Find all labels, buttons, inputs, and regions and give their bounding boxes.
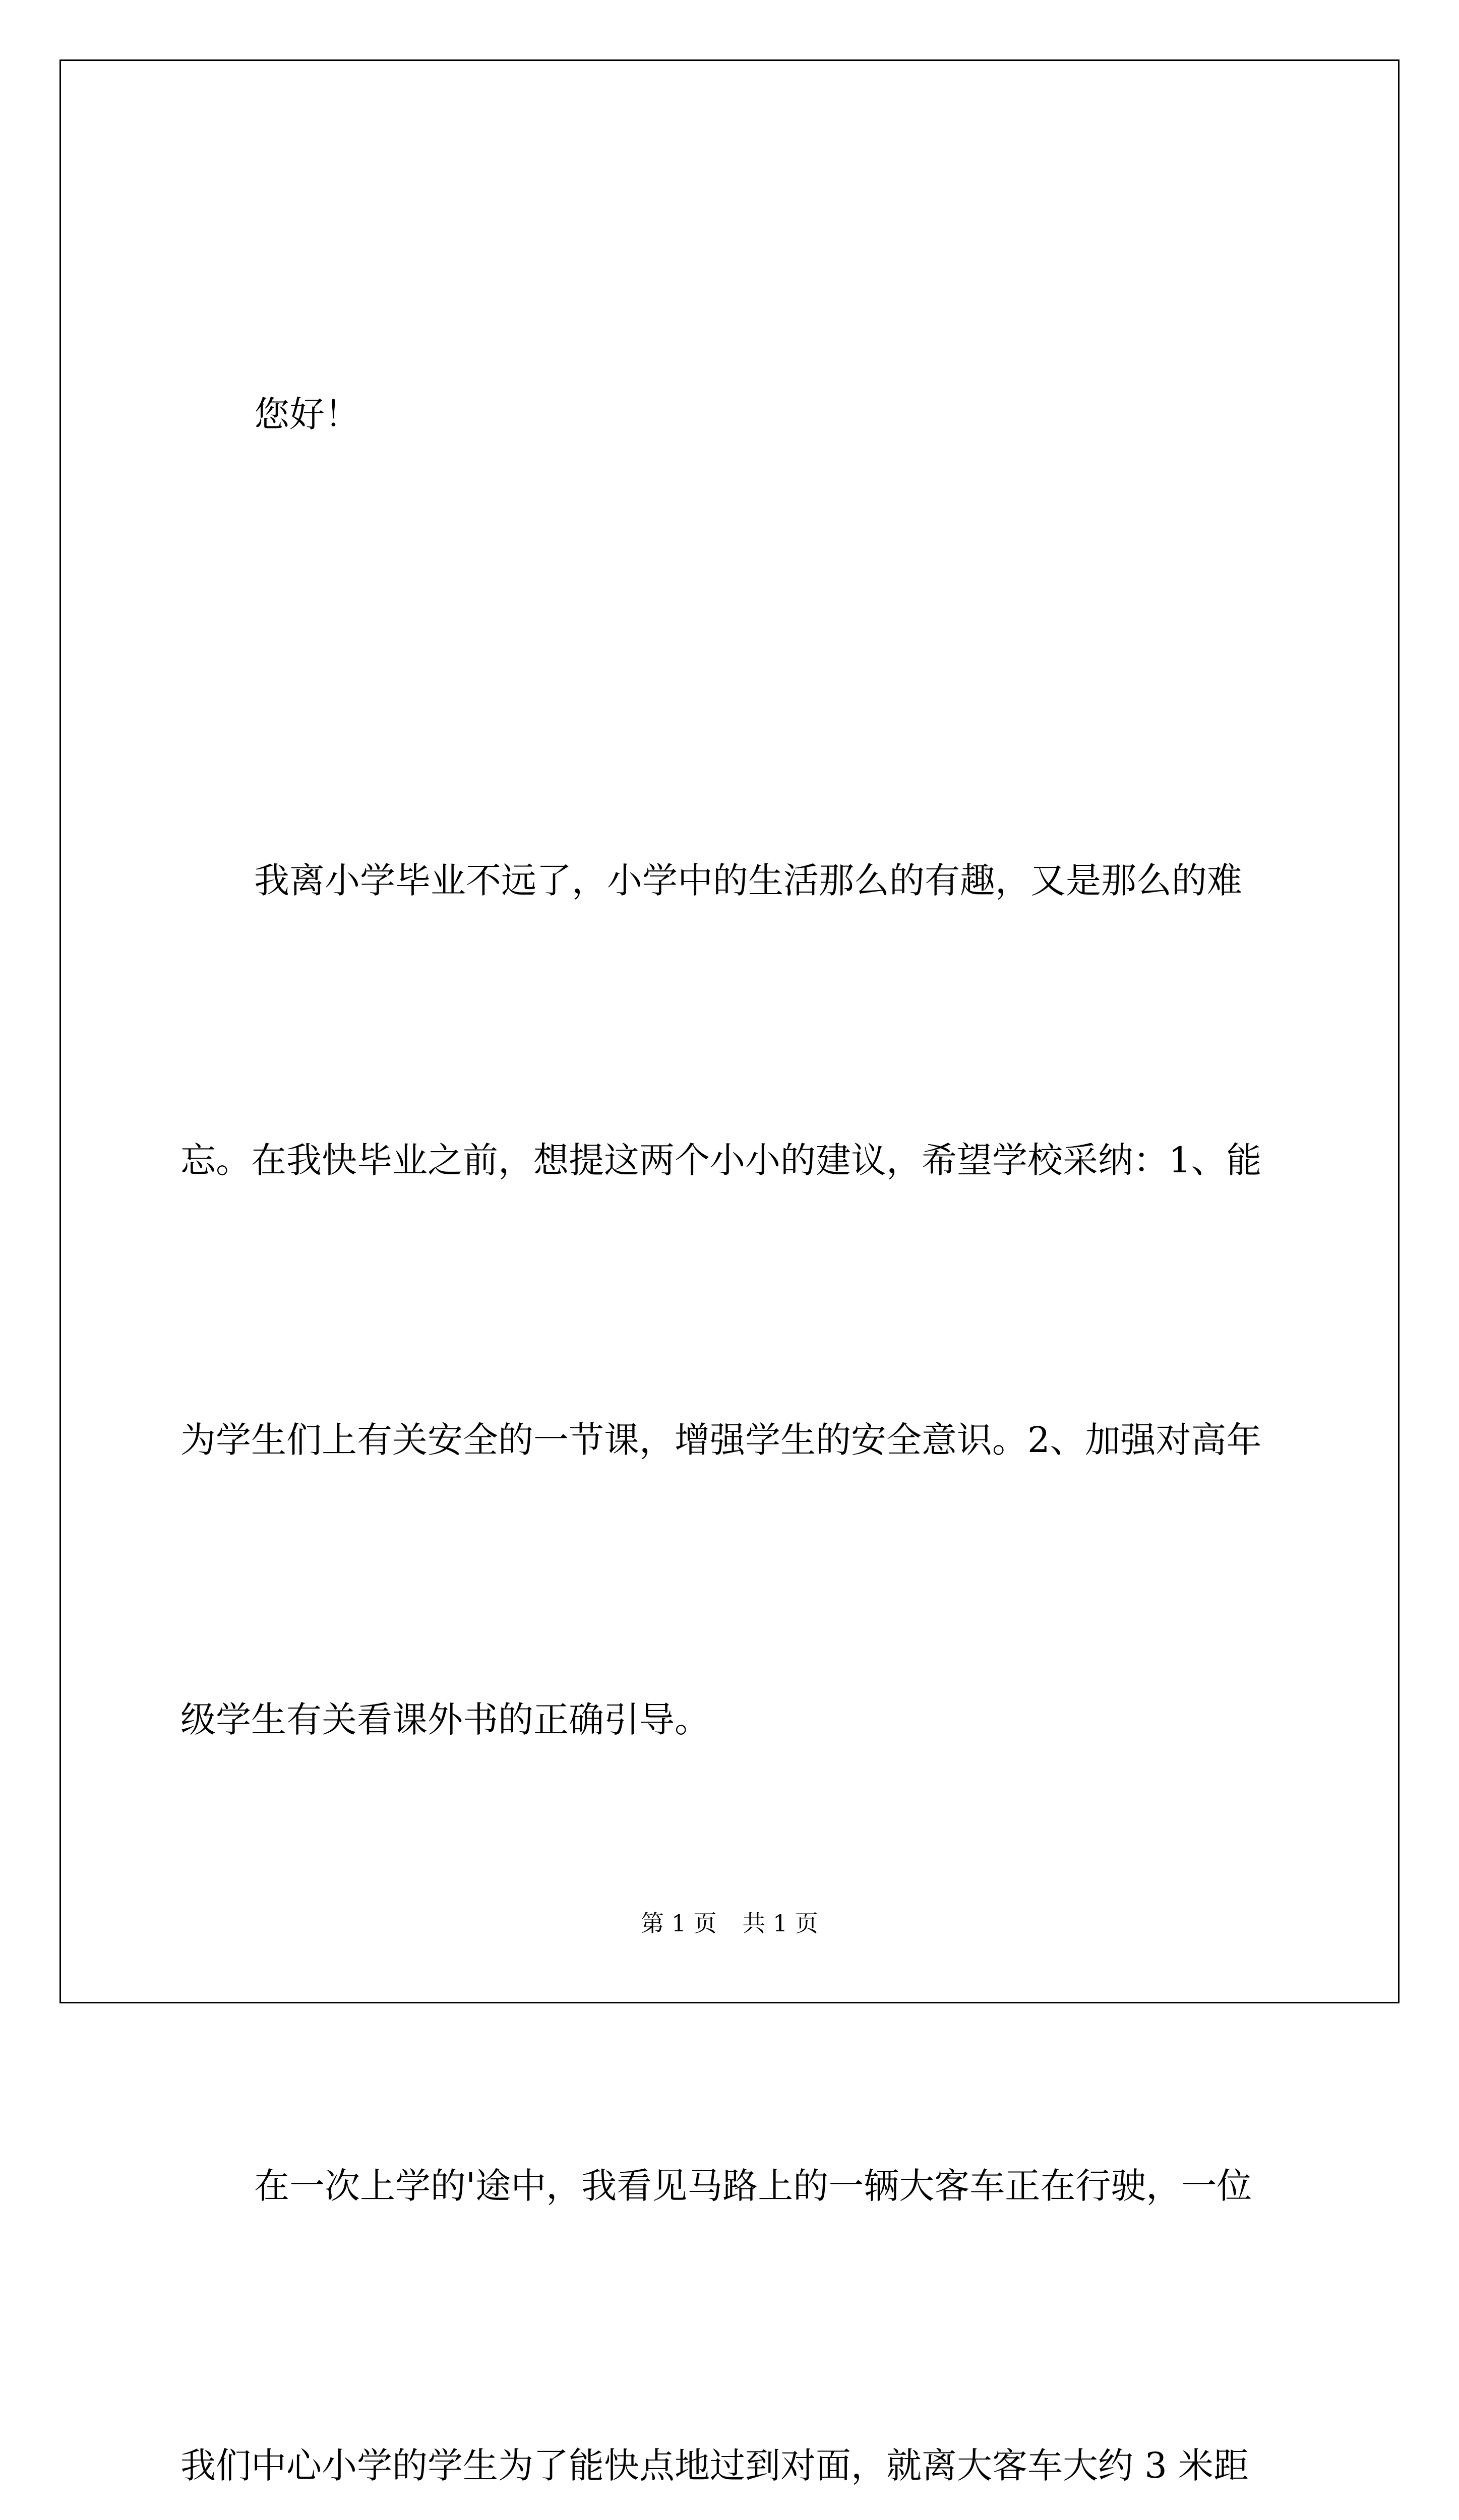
paragraph-line: 我离小学毕业不远了，小学中的生活那么的有趣，又是那么的难 xyxy=(254,860,1242,901)
greeting-text: 您好！ xyxy=(254,394,360,435)
paragraph-line: 忘。在我快毕业之前，想提这两个小小的建议，希望学校采纳：1、能 xyxy=(180,1140,1262,1181)
paragraph-2 xyxy=(180,1953,1290,2520)
paragraph-1 xyxy=(180,648,1290,1953)
greeting xyxy=(180,181,1290,648)
document-body xyxy=(180,181,1290,2520)
page-number-current: 第 1 页 xyxy=(641,1910,717,1937)
paragraph-line: 在一次上学的'途中，我看见马路上的一辆大客车正在行驶，一位 xyxy=(254,2165,1252,2207)
page-number-total: 共 1 页 xyxy=(742,1910,818,1937)
paragraph-line: 级学生有关看课外书的正确引导。 xyxy=(180,1699,710,1740)
paragraph-line: 我们中心小学的学生为了能快点地过到对面，就离大客车大约 3 米距 xyxy=(180,2445,1249,2486)
paragraph-line: 为学生们上有关安全的一节课，增强学生的安全意识。2、加强对高年 xyxy=(180,1419,1262,1461)
page-footer xyxy=(0,1905,1459,1938)
